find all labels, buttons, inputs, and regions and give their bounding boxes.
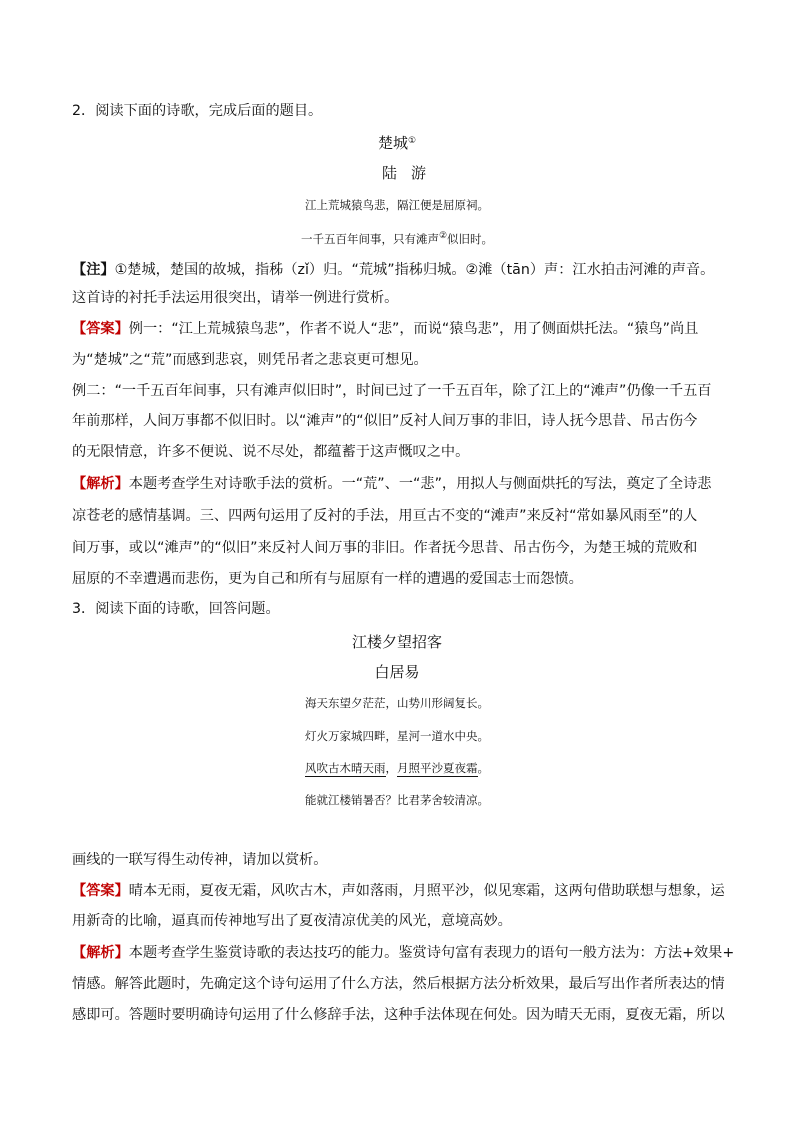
q2-answer-line-2: 为“楚城”之“荒”而感到悲哀，则凭吊者之悲哀更可想见。	[72, 352, 428, 368]
q2-note-tag: 【注】	[72, 262, 115, 278]
q3-poem-line-1: 海天东望夕茫茫，山势川形阔复长。	[305, 696, 489, 710]
q3-poem-line-3-sep: ，	[385, 761, 397, 775]
q3-question: 画线的一联写得生动传神，请加以赏析。	[72, 852, 328, 868]
q2-answer-tag: 【答案】	[72, 321, 129, 337]
q2-answer-line-4: 年前那样，人间万事都不似旧时。以“滩声”的“似旧”反衬人间万事的非旧，诗人抚今思昔、吊古伤今	[72, 413, 698, 429]
q2-poem-line-1: 江上荒城猿鸟悲，隔江便是屈原祠。	[305, 198, 489, 212]
q3-analysis-line-1	[72, 943, 734, 963]
q3-prompt: 3．阅读下面的诗歌，回答问题。	[72, 601, 280, 617]
q2-poem-line-2a: 一千五百年间事，只有滩声	[300, 232, 439, 246]
q3-poem-line-3-end: 。	[477, 761, 489, 775]
q3-answer-text-1: 晴本无雨，夏夜无霜，风吹古木，声如落雨，月照平沙，似见寒霜，这两句借助联想与想象，运	[128, 883, 725, 899]
q3-analysis-text-1: 本题考查学生鉴赏诗歌的表达技巧的能力。鉴赏诗句富有表现力的语句一般方法为：方法+效果+	[128, 945, 735, 961]
q2-poem-author: 陆游	[381, 164, 440, 182]
q3-analysis-line-2: 情感。解答此题时，先确定这个诗句运用了什么方法，然后根据方法分析效果，最后写出作者所表达的情	[72, 976, 725, 992]
q2-analysis-line-3: 间万事，或以“滩声”的“似旧”来反衬人间万事的非旧。作者抚今思昔、吊古伤今，为楚王城的荒败和	[72, 540, 698, 556]
q3-poem-line-3a-underlined: 风吹古木晴天雨	[305, 761, 386, 775]
q3-analysis-line-3: 感即可。答题时要明确诗句运用了什么修辞手法，这种手法体现在何处。因为晴天无雨，夏夜无霜，所以	[72, 1007, 725, 1023]
q3-poem-line-2: 灯火万家城四畔，星河一道水中央。	[305, 729, 489, 743]
q2-poem-line-2-mark: ②	[438, 231, 448, 241]
q2-analysis-line-2: 凉苍老的感情基调。三、四两句运用了反衬的手法，用亘古不变的“滩声”来反衬“常如暴风雨至”的人	[72, 508, 698, 524]
q2-answer-line-1	[72, 319, 698, 339]
q2-analysis-line-1	[72, 474, 711, 494]
q2-note-text: ①楚城，楚国的故城，指秭（zǐ）归。“荒城”指秭归城。②滩（tān）声：江水拍击河滩的声音。	[114, 262, 715, 278]
q2-analysis-text-1: 本题考查学生对诗歌手法的赏析。一“荒”、一“悲”，用拟人与侧面烘托的写法，奠定了全诗悲	[128, 476, 712, 492]
q2-question: 这首诗的衬托手法运用很突出，请举一例进行赏析。	[72, 290, 399, 306]
q2-poem-title	[0, 131, 794, 153]
q3-poem-line-3	[0, 758, 794, 778]
q2-poem-title-mark: ①	[407, 136, 417, 146]
q2-answer-text-1: 例一：“江上荒城猿鸟悲”，作者不说人“悲”，而说“猿鸟悲”，用了侧面烘托法。“猿鸟”尚且	[128, 321, 699, 337]
q3-analysis-tag: 【解析】	[72, 945, 129, 961]
q3-answer-tag: 【答案】	[72, 883, 129, 899]
q2-poem-title-text: 楚城	[377, 134, 408, 152]
q3-answer-line-2: 用新奇的比喻，逼真而传神地写出了夏夜清凉优美的风光，意境高妙。	[72, 913, 512, 929]
q2-analysis-line-4: 屈原的不幸遭遇而悲伤，更为自己和所有与屈原有一样的遭遇的爱国志士而怨愤。	[72, 571, 583, 587]
q2-answer-line-5: 的无限情意，许多不便说、说不尽处，都蕴蓄于这声慨叹之中。	[72, 444, 470, 460]
q2-prompt: 2．阅读下面的诗歌，完成后面的题目。	[72, 103, 323, 119]
q3-answer-line-1	[72, 881, 725, 901]
q3-poem-author: 白居易	[374, 663, 420, 681]
q2-answer-line-3: 例二：“一千五百年间事，只有滩声似旧时”，时间已过了一千五百年，除了江上的“滩声”仍像一千五百	[72, 383, 712, 399]
q2-analysis-tag: 【解析】	[72, 476, 129, 492]
q2-poem-line-2b: 似旧时。	[447, 232, 494, 246]
q2-note	[72, 260, 714, 280]
q3-poem-title: 江楼夕望招客	[351, 633, 442, 651]
q3-poem-line-4: 能就江楼销暑否？比君茅舍较清凉。	[305, 793, 489, 807]
q2-poem-line-2	[0, 226, 794, 249]
q3-poem-line-3b-underlined: 月照平沙夏夜霜	[397, 761, 478, 775]
